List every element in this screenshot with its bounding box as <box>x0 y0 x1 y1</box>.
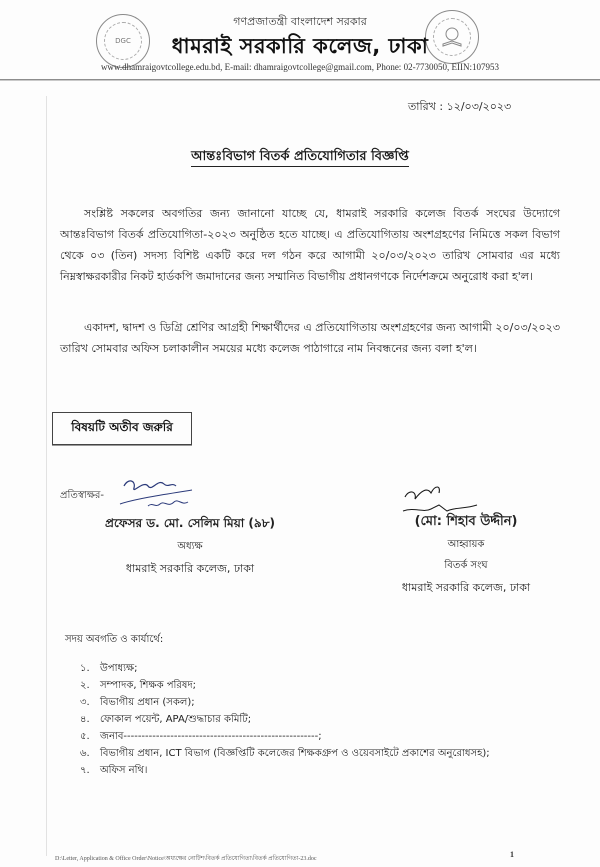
notice-date: তারিখ : ১২/০৩/২০২৩ <box>408 100 512 113</box>
copy-list-item: ৩. বিভাগীয় প্রধান (সকল); <box>80 697 195 708</box>
paragraph-text: সংশ্লিষ্ট সকলের অবগতির জন্য জানানো যাচ্ছে যে, ধামরাই সরকারি কলেজ বিতর্ক সংঘের উদ্যোগে আন্তঃবিভাগ বিতর্ক প্রতিযোগিতা-২০২৩ অনুষ্ঠিত হতে যাচ্ছে। এ প্রতিযোগিতায় অংশগ্রহণের নিমিত্তে সকল বিভাগ থেকে ০৩ (তিন) সদস্য বিশিষ্ট একটি করে দল গঠন করে আগামী ২০/০৩/২০২৩ তারিখ সোমবার এর মধ্যে নিম্নস্বাক্ষরকারীর নিকট হার্ডকপি জমাদানের জন্য সম্মানিত বিভাগীয় প্রধানগণকে নির্দেশক্রমে অনুরোধ করা হ'ল। <box>60 207 560 283</box>
copy-list-item: ৭. অফিস নথি। <box>80 765 148 776</box>
countersign-label: প্রতিস্বাক্ষর- <box>60 490 105 501</box>
header-divider <box>0 79 600 81</box>
principal-signature-icon <box>118 476 198 512</box>
copy-list-item: ২. সম্পাদক, শিক্ষক পরিষদ; <box>80 680 197 691</box>
principal-signature-block <box>90 515 290 579</box>
body-paragraph-1 <box>60 203 560 287</box>
copy-list <box>80 660 490 779</box>
body-paragraph-2 <box>60 317 560 359</box>
contact-line: www.dhamraigovtcollege.edu.bd, E-mail: dhamraigovtcollege@gmail.com, Phone: 02-7730050, EIIN:107953 <box>100 62 500 72</box>
convener-role: আহ্বায়ক <box>447 539 485 550</box>
convener-unit: বিতর্ক সংঘ <box>444 560 488 571</box>
notice-title <box>0 145 600 168</box>
page-number: 1 <box>510 850 514 859</box>
principal-name: প্রফেসর ড. মো. সেলিম মিয়া (৯৮) <box>105 516 275 530</box>
principal-role: অধ্যক্ষ <box>177 541 203 552</box>
government-line: গণপ্রজাতন্ত্রী বাংলাদেশ সরকার <box>233 15 367 28</box>
principal-org: ধামরাই সরকারি কলেজ, ঢাকা <box>125 562 255 575</box>
paragraph-text: একাদশ, দ্বাদশ ও ডিগ্রি শ্রেণির আগ্রহী শিক্ষার্থীদের এ প্রতিযোগিতায় অংশগ্রহণের জন্য আগামী ২০/০৩/২০২৩ তারিখ সোমবার অফিস চলাকালীন সময়ের মধ্যে কলেজ পাঠাগারে নাম নিবন্ধনের জন্য বলা হ'ল। <box>60 321 560 355</box>
copy-heading: সদয় অবগতি ও কার্যার্থে: <box>65 634 164 645</box>
copy-list-item: ৫. জনাব------------------------------------------------------; <box>80 731 322 742</box>
copy-list-item: ৪. ফোকাল পয়েন্ট, APA/শুদ্ধাচার কমিটি; <box>80 714 252 725</box>
college-name: ধামরাই সরকারি কলেজ, ঢাকা <box>171 34 429 58</box>
notice-title-text: আন্তঃবিভাগ বিতর্ক প্রতিযোগিতার বিজ্ঞপ্তি <box>191 149 409 167</box>
seal-text: DGC <box>104 22 142 60</box>
convener-org: ধামরাই সরকারি কলেজ, ঢাকা <box>401 581 531 594</box>
convener-name: (মো: শিহাব উদ্দীন) <box>414 514 518 529</box>
copy-list-item: ৬. বিভাগীয় প্রধান, ICT বিভাগ (বিজ্ঞপ্তিটি কলেজের শিক্ষকগ্রুপ ও ওয়েবসাইটে প্রকাশের অনুরোধসহ); <box>80 748 490 759</box>
margin-rule <box>46 96 47 856</box>
urgent-box: বিষয়টি অতীব জরুরি <box>52 412 192 445</box>
copy-list-item: ১. উপাধ্যক্ষ; <box>80 663 138 674</box>
file-path-footer: D:\Letter, Application & Office Order\Notice\অধ্যক্ষের নোটিশ\বিতর্ক প্রতিযোগিতা\বিতর্ক প্রতিযোগিতা-23.doc <box>55 856 317 862</box>
convener-signature-block <box>346 512 586 598</box>
